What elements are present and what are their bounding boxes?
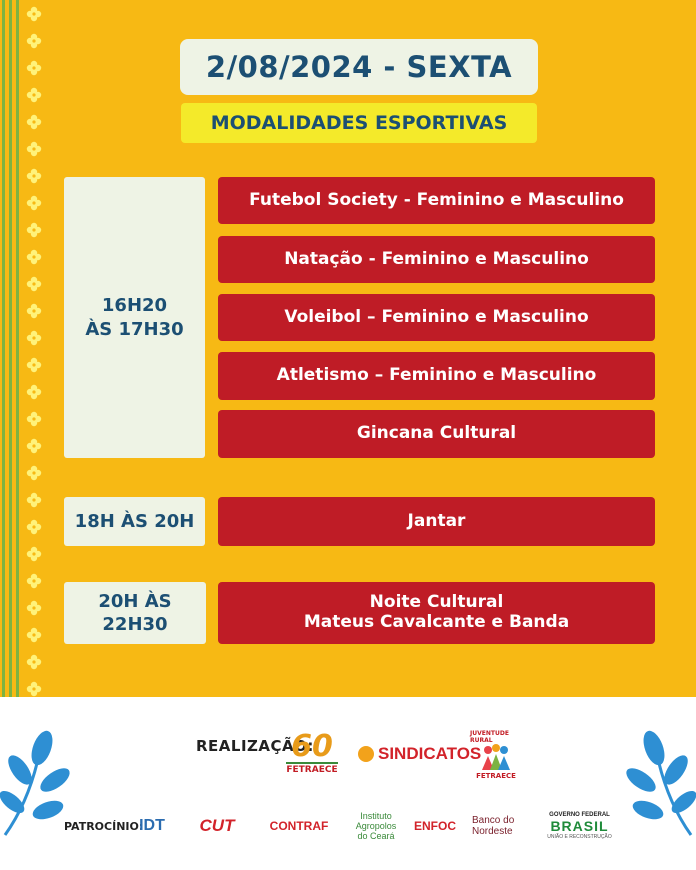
flower-icon [27,601,41,615]
activity-natacao [218,236,655,283]
flower-icon [27,628,41,642]
idt-logo [127,810,177,842]
flower-icon [27,331,41,345]
activity-label-line2: Mateus Cavalcante e Banda [303,612,570,632]
flower-icon [27,115,41,129]
activity-noite-cultural [218,582,655,644]
flower-icon [27,385,41,399]
sindicatos-logo [358,740,481,768]
agropolos-line1: Instituto [360,811,392,821]
governo-federal-logo [547,810,612,842]
activity-atletismo [218,352,655,400]
realizacao-label: REALIZAÇÃO: [196,737,314,755]
fetraece-number: 60 [291,728,333,764]
flower-icon [27,88,41,102]
flower-icon [27,277,41,291]
flower-icon [27,466,41,480]
fetraece-name: FETRAECE [286,762,337,775]
gov-line3: UNIÃO E RECONSTRUÇÃO [547,834,612,840]
event-date-title: 2/08/2024 - SEXTA [180,39,538,95]
flower-icon [27,142,41,156]
activity-gincana [218,410,655,458]
flower-icon [27,439,41,453]
activity-label: Noite Cultural [369,592,504,613]
flower-icon [27,7,41,21]
activity-voleibol [218,294,655,341]
sun-icon [358,746,374,762]
agropolos-line2: Agropolos [355,821,397,831]
flower-icon [27,520,41,534]
flower-icon [27,196,41,210]
gov-line1: GOVERNO FEDERAL [549,812,610,818]
activity-futebol [218,177,655,224]
activity-label: Natação - Feminino e Masculino [284,248,589,269]
cut-logo [192,810,242,842]
time-slot-1: 16H20 ÀS 17H30 [64,177,205,458]
agropolos-logo [352,810,400,842]
contraf-text: CONTRAF [269,819,329,833]
flower-icon [27,682,41,696]
enfoc-logo [412,810,458,842]
flower-icon [27,250,41,264]
footer-sponsors [0,697,696,870]
activity-label: Jantar [407,510,466,531]
juventude-top-text: JUVENTUDE RURAL [470,730,509,744]
fetraece-60-logo [283,725,341,781]
flower-icon [27,412,41,426]
banco-do-nordeste-logo [472,810,532,842]
time-slot-3: 20H ÀS 22H30 [64,582,206,644]
agropolos-line3: do Ceará [357,831,395,841]
juventude-rural-logo [470,725,522,785]
flower-icon [27,223,41,237]
flower-icon [27,304,41,318]
people-icon [480,744,512,772]
flower-icon [27,358,41,372]
activity-label: Voleibol – Feminino e Masculino [284,306,589,327]
time-slot-2: 18H ÀS 20H [64,497,205,546]
enfoc-text: ENFOC [414,819,456,833]
flower-icon [27,574,41,588]
bnb-text: Banco do Nordeste [472,815,515,837]
activity-jantar [218,497,655,546]
flower-icon [27,547,41,561]
sindicatos-text: SINDICATOS [378,744,482,763]
cut-text: CUT [199,816,235,835]
gov-line2: BRASIL [550,818,609,834]
flower-icon [27,493,41,507]
activity-label: Futebol Society - Feminino e Masculino [249,189,624,210]
idt-text: IDT [139,817,165,834]
flower-icon [27,34,41,48]
event-subtitle: MODALIDADES ESPORTIVAS [181,103,537,143]
leaf-branch-right-icon [616,730,696,840]
juventude-name: FETRAECE [476,772,516,780]
flower-icon [27,169,41,183]
flower-icon [27,655,41,669]
flower-icon [27,61,41,75]
patrocinio-label: PATROCÍNIO: [64,820,144,833]
contraf-logo [258,810,340,842]
activity-label: Atletismo – Feminino e Masculino [276,365,597,386]
floral-border-strip [0,0,50,697]
activity-label: Gincana Cultural [356,423,517,444]
